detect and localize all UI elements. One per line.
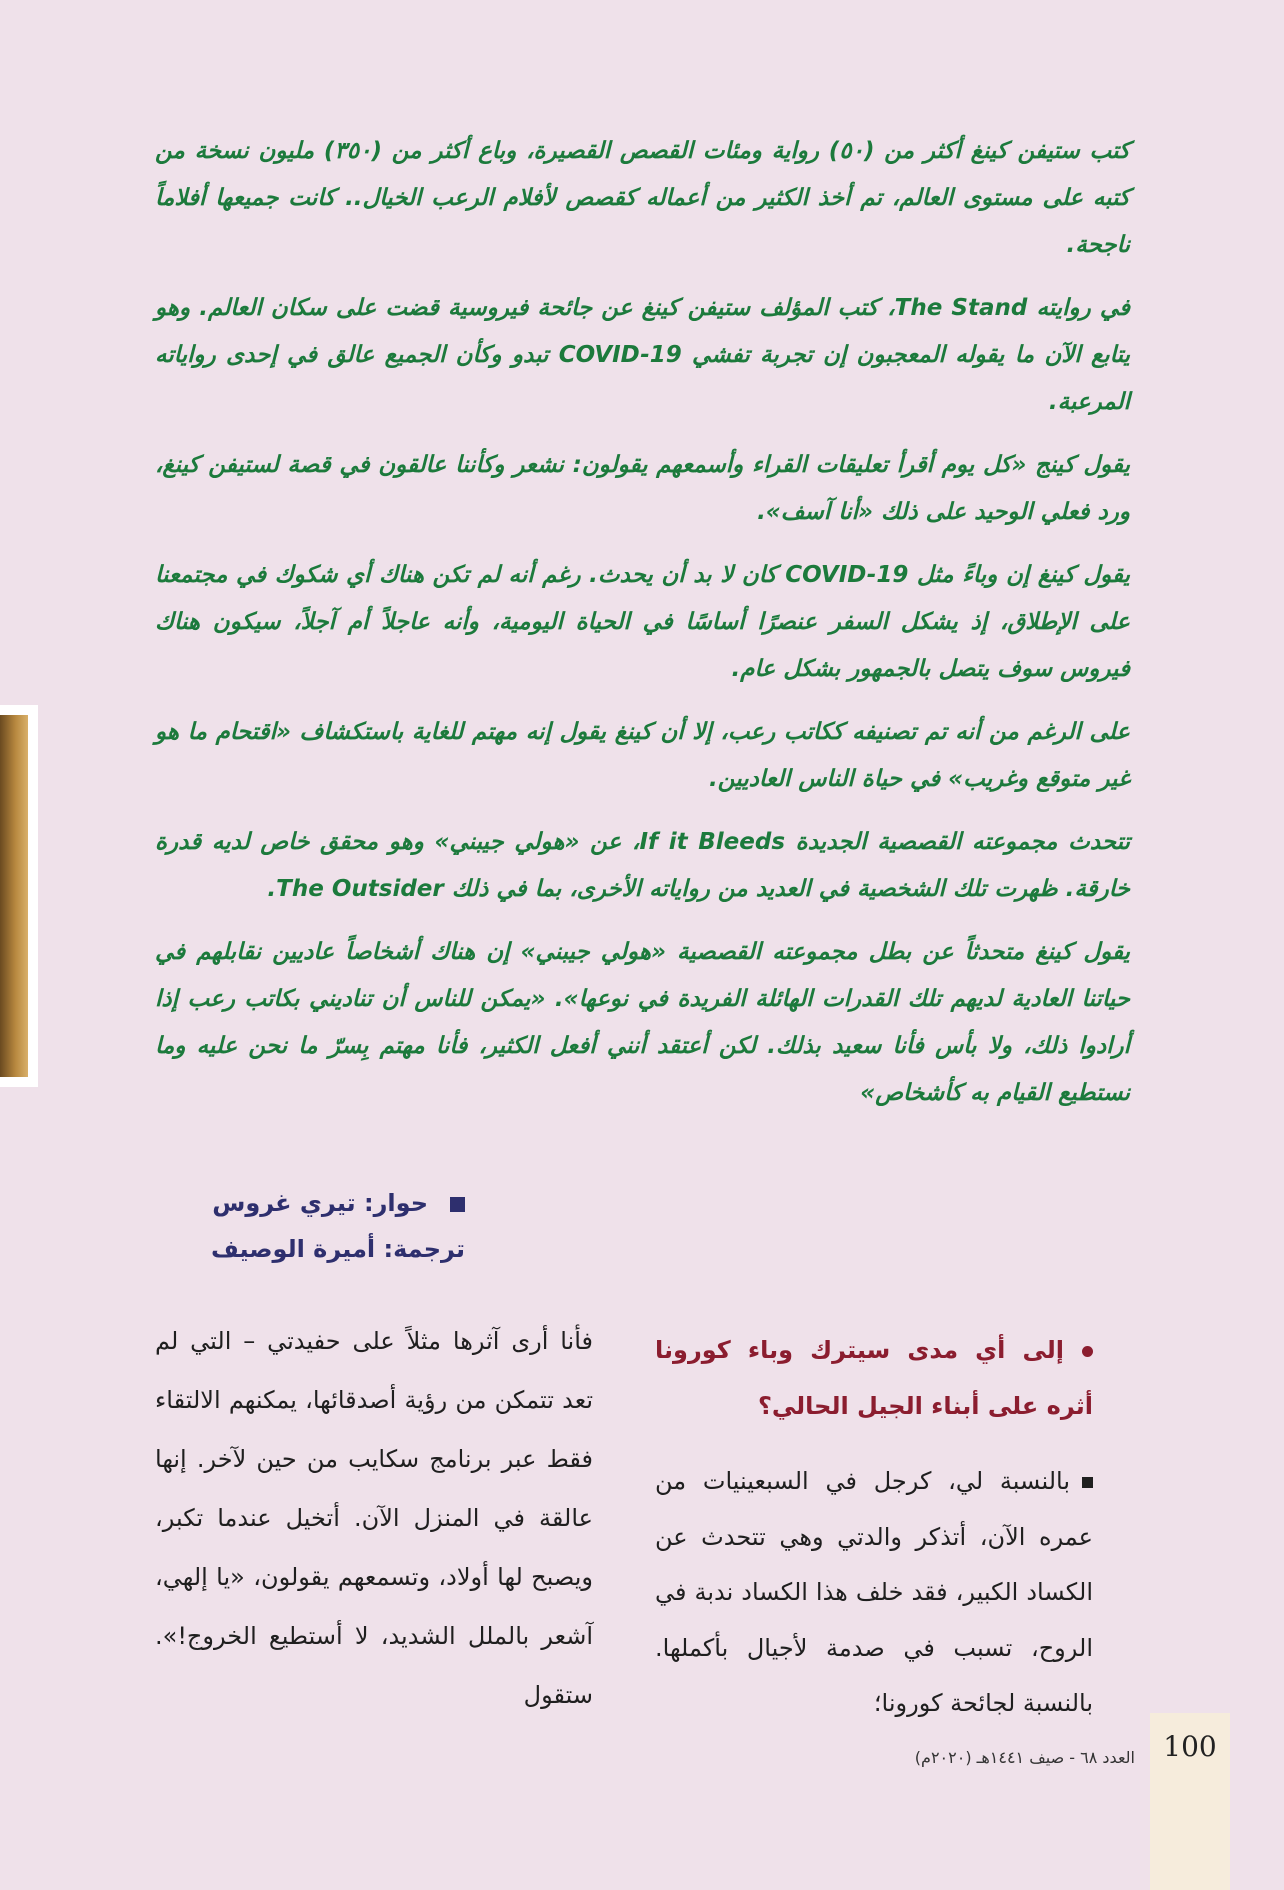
interview-answer xyxy=(655,1454,1093,1732)
article-paragraph: في روايته The Stand، كتب المؤلف ستيفن كينغ عن جائحة فيروسية قضت على سكان العالم. وهو يتابع الآن ما يقوله المعجبون إن تجربة تفشي COVID-19 تبدو وكأن الجميع عالق في إحدى رواياته المرعبة. xyxy=(155,295,1131,415)
article-paragraph: على الرغم من أنه تم تصنيفه ككاتب رعب، إلا أن كينغ يقول إنه مهتم للغاية باستكشاف «اقتحام ما هو غير متوقع وغريب» في حياة الناس العاديين. xyxy=(155,719,1130,792)
answer-text-left: فأنا أرى آثرها مثلاً على حفيدتي – التي لم تعد تتمكن من رؤية أصدقائها، يمكنهم الالتقاء فقط عبر برنامج سكايب من حين لآخر. إنها عالقة في المنزل الآن. أتخيل عندما تكبر، ويصبح لها أولاد، وتسمعهم يقولون، «يا إلهي، آشعر بالملل الشديد، لا أستطيع الخروج!». ستقول xyxy=(155,1327,593,1709)
article-paragraph: كتب ستيفن كينغ أكثر من (٥٠) رواية ومئات القصص القصيرة، وباع أكثر من (٣٥٠) مليون نسخة من كتبه على مستوى العالم، تم أخذ الكثير من أعماله كقصص لأفلام الرعب الخيال.. كانت جميعها أفلاماً ناجحة. xyxy=(155,138,1130,258)
bullet-square-icon xyxy=(450,1197,465,1212)
article-paragraph: يقول كينج «كل يوم أقرأ تعليقات القراء وأسمعهم يقولون: نشعر وكأننا عالقون في قصة لستيفن كينغ، ورد فعلي الوحيد على ذلك «أنا آسف». xyxy=(155,452,1130,525)
page-number: 100 xyxy=(1163,1730,1217,1763)
answer-square-icon xyxy=(1082,1477,1093,1488)
interview-column-right xyxy=(655,1322,1093,1732)
translator-credit: ترجمة: أميرة الوصيف xyxy=(210,1235,465,1263)
article-paragraph: يقول كينغ متحدثاً عن بطل مجموعته القصصية «هولي جيبني» إن هناك أشخاصاً عاديين نقابلهم في حياتنا العادية لديهم تلك القدرات الهائلة الفريدة في نوعها». «يمكن للناس أن تناديني بكاتب رعب إذا أرادوا ذلك، ولا بأس فأنا سعيد بذلك. لكن أعتقد أنني أفعل الكثير، فأنا مهتم بِسرّ ما نحن عليه وما نستطيع القيام به كأشخاص» xyxy=(155,939,1130,1106)
interview-column-left xyxy=(155,1312,593,1725)
answer-text-right: بالنسبة لي، كرجل في السبعينيات من عمره الآن، أتذكر والدتي وهي تتحدث عن الكساد الكبير، فقد خلف هذا الكساد ندبة في الروح، تسبب في صدمة لأجيال بأكملها. بالنسبة لجائحة كورونا؛ xyxy=(655,1467,1093,1717)
interviewer-credit xyxy=(155,1180,465,1226)
bullet-dot-icon xyxy=(1082,1346,1093,1357)
article-paragraph: تتحدث مجموعته القصصية الجديدة If it Bleeds، عن «هولي جيبني» وهو محقق خاص لديه قدرة خارقة. ظهرت تلك الشخصية في العديد من رواياته الأخرى، بما في ذلك The Outsider. xyxy=(155,829,1130,902)
interview-question xyxy=(655,1322,1093,1434)
side-photo-strip xyxy=(0,705,38,1087)
side-photo-image xyxy=(0,715,28,1077)
question-text: إلى أي مدى سيترك وباء كورونا أثره على أبناء الجيل الحالي؟ xyxy=(655,1336,1093,1420)
issue-label: العدد ٦٨ - صيف ١٤٤١هـ (٢٠٢٠م) xyxy=(914,1748,1135,1767)
article-intro xyxy=(155,128,1130,1117)
interviewer-text: حوار: تيري غروس xyxy=(212,1189,428,1217)
article-paragraph: يقول كينغ إن وباءً مثل COVID-19 كان لا بد أن يحدث. رغم أنه لم تكن هناك أي شكوك في مجتمعنا على الإطلاق، إذ يشكل السفر عنصرًا أساسًا في الحياة اليومية، وأنه عاجلاً أم آجلاً، سيكون هناك فيروس سوف يتصل بالجمهور بشكل عام. xyxy=(155,562,1130,682)
credits xyxy=(155,1180,465,1272)
